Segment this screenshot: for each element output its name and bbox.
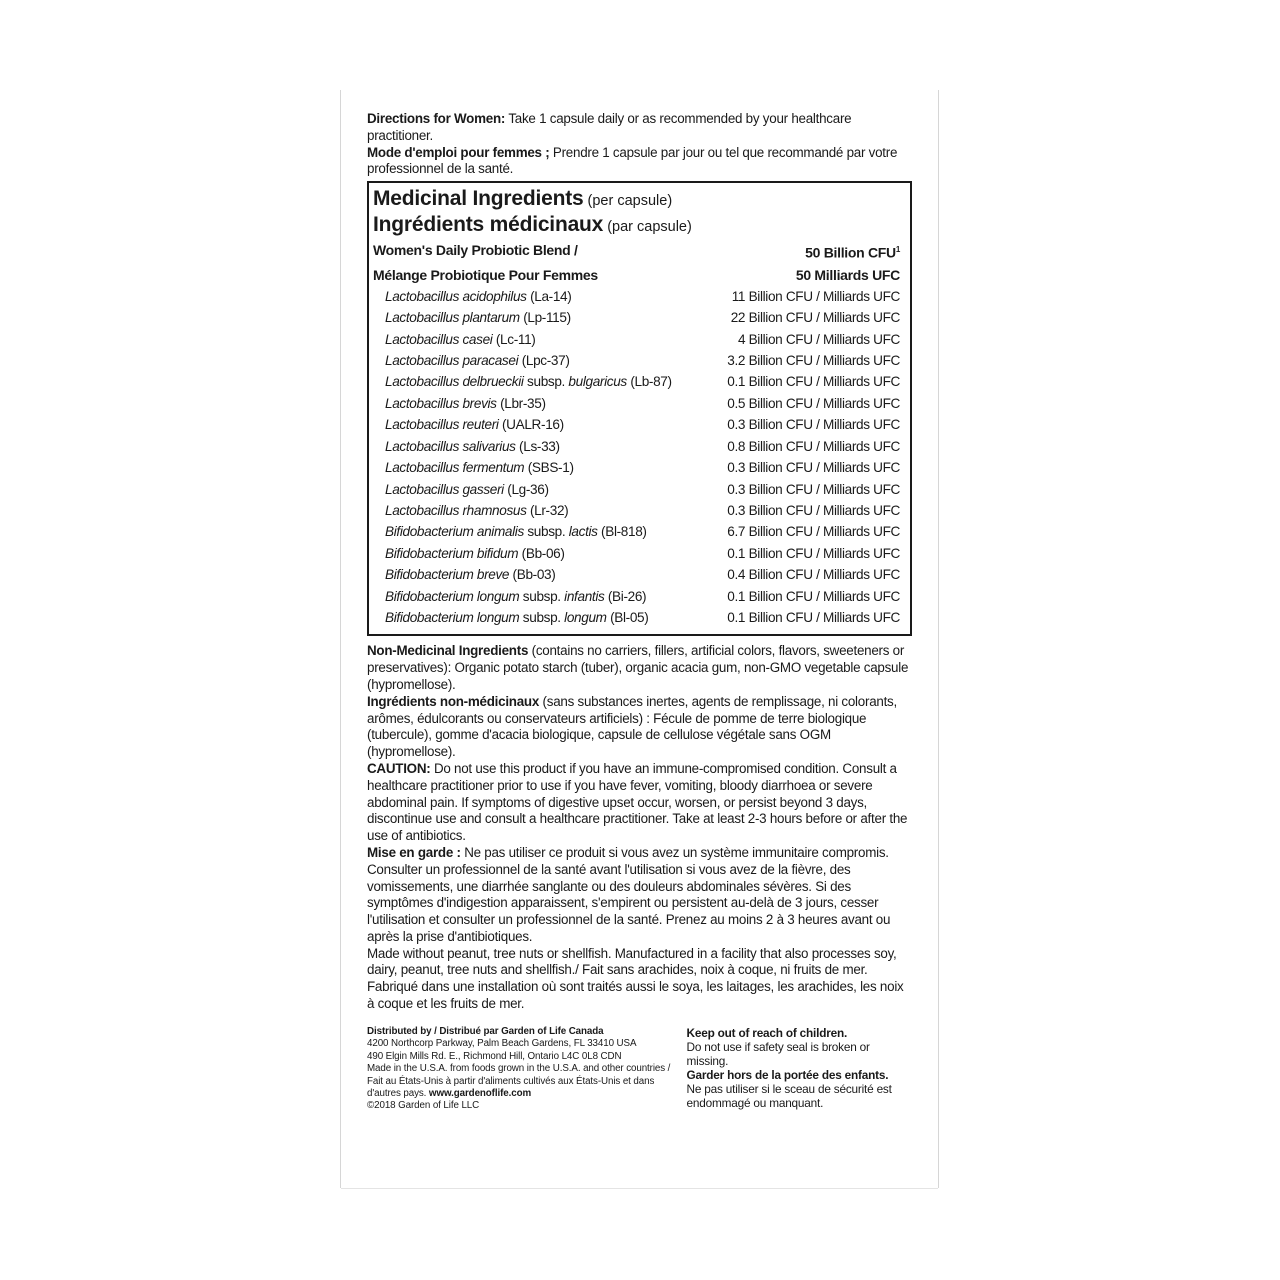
ingredient-strain: (Bl-05) bbox=[606, 609, 649, 625]
ingredient-subsp: subsp. bbox=[523, 374, 569, 390]
ingredient-row bbox=[373, 457, 900, 478]
medicinal-ingredients-box bbox=[367, 181, 912, 636]
ingredient-genus: Lactobacillus acidophilus bbox=[385, 288, 527, 304]
ingredient-list bbox=[373, 286, 900, 629]
seal-fr: Ne pas utiliser si le sceau de sécurité est endommagé ou manquant. bbox=[686, 1081, 892, 1110]
ingredient-strain: (Lg-36) bbox=[503, 481, 549, 497]
ingredient-row bbox=[373, 307, 900, 328]
copyright: ©2018 Garden of Life LLC bbox=[367, 1100, 480, 1112]
ingredient-name bbox=[385, 564, 555, 585]
medicinal-title-en bbox=[373, 187, 900, 213]
ingredient-strain: (Lp-115) bbox=[519, 310, 571, 326]
ingredient-strain: (Lc-11) bbox=[492, 331, 536, 347]
non-medicinal-fr-text: (sans substances inertes, agents de remplissage, ni colorants, arômes, édulcorants ou conservateurs artificiels) : Fécule de pomme de terre biologique (tubercule), gomme d'acacia biologique, capsule de cellulose végétale sans OGM (hypromellose). bbox=[367, 693, 897, 760]
ingredient-name bbox=[385, 286, 571, 307]
caution-fr-text: Ne pas utiliser ce produit si vous avez un système immunitaire compromis. Consulter un professionnel de la santé avant l'utilisation si vous avez de la fièvre, des vomissements, une diarrhée sanglante ou des douleurs abdominales sévères. Si des symptômes d'indigestion apparaissent, s'empirent ou persistent au-delà de 3 jours, cesser l'utilisation et consulter un professionnel de la santé. Prenez au moins 2 à 3 heures avant ou après la prise d'antibiotiques. bbox=[367, 844, 891, 944]
made-in bbox=[367, 1063, 687, 1100]
ingredient-name bbox=[385, 436, 560, 457]
ingredient-amount: 0.4 Billion CFU / Milliards UFC bbox=[727, 567, 900, 583]
ingredient-name bbox=[385, 479, 549, 500]
ingredient-strain: (Lr-32) bbox=[526, 502, 569, 518]
directions-fr-text: Prendre 1 capsule par jour ou tel que recommandé par votre professionnel de la santé. bbox=[367, 144, 898, 177]
ingredient-name bbox=[385, 350, 570, 371]
medicinal-title-fr-text: Ingrédients médicinaux bbox=[373, 213, 604, 237]
blend-row-fr bbox=[373, 264, 900, 286]
ingredient-subspecies: infantis bbox=[564, 588, 605, 604]
ingredient-row bbox=[373, 521, 900, 542]
ingredient-strain: (Ls-33) bbox=[515, 438, 560, 454]
ingredient-amount: 0.1 Billion CFU / Milliards UFC bbox=[727, 374, 900, 390]
ingredient-name bbox=[385, 521, 647, 542]
per-capsule-en: (per capsule) bbox=[583, 193, 673, 210]
ingredient-amount: 22 Billion CFU / Milliards UFC bbox=[730, 310, 900, 326]
ingredient-amount: 0.1 Billion CFU / Milliards UFC bbox=[727, 588, 900, 604]
ingredient-row bbox=[373, 543, 900, 564]
non-medicinal-en-label: Non-Medicinal Ingredients bbox=[367, 643, 529, 659]
ingredient-amount: 0.8 Billion CFU / Milliards UFC bbox=[727, 438, 900, 454]
ingredient-name bbox=[385, 457, 574, 478]
ingredient-strain: (SBS-1) bbox=[524, 460, 574, 476]
distributor-info bbox=[367, 1026, 687, 1113]
caution-fr-label: Mise en garde : bbox=[367, 844, 461, 860]
ingredient-subspecies: bulgaricus bbox=[568, 374, 627, 390]
ingredient-genus: Lactobacillus salivarius bbox=[385, 438, 516, 454]
medicinal-title-fr bbox=[373, 213, 900, 239]
caution-en-text: Do not use this product if you have an immune-compromised condition. Consult a healthcare practitioner prior to use if you have fever, vomiting, bloody diarrhoea or severe abdominal pain. If symptoms of digestive upset occur, worsen, or persist beyond 3 days, discontinue use and consult a healthcare practitioner. Take at least 2-3 hours before or after the use of antibiotics. bbox=[367, 760, 908, 844]
caution-fr bbox=[367, 845, 912, 946]
ingredient-name bbox=[385, 329, 535, 350]
ingredient-genus: Lactobacillus reuteri bbox=[385, 417, 499, 433]
ingredient-strain: (Bl-818) bbox=[597, 524, 647, 540]
non-medicinal-en-text: (contains no carriers, fillers, artificial colors, flavors, sweeteners or preservatives): Organic potato starch (tuber), organic acacia gum, non-GMO vegetable capsule (hypromellose). bbox=[367, 643, 909, 692]
directions-en-text: Take 1 capsule daily or as recommended by your healthcare practitioner. bbox=[367, 111, 852, 143]
ingredient-strain: (Lpc-37) bbox=[518, 353, 570, 369]
non-medicinal-fr-label: Ingrédients non-médicinaux bbox=[367, 693, 540, 709]
blend-name-fr: Mélange Probiotique Pour Femmes bbox=[373, 266, 598, 283]
ingredient-subsp: subsp. bbox=[523, 524, 569, 540]
ingredient-genus: Lactobacillus casei bbox=[385, 331, 493, 347]
blend-value-en: 50 Billion CFU bbox=[805, 244, 896, 261]
ingredient-strain: (Bb-03) bbox=[509, 567, 556, 583]
website-link[interactable]: www.gardenoflife.com bbox=[426, 1087, 532, 1099]
ingredient-genus: Lactobacillus delbrueckii bbox=[385, 374, 524, 390]
ingredient-genus: Bifidobacterium longum bbox=[385, 588, 520, 604]
ingredient-subspecies: longum bbox=[564, 609, 607, 625]
seal-en: Do not use if safety seal is broken or missing. bbox=[686, 1039, 870, 1068]
ingredient-strain: (Bb-06) bbox=[518, 545, 565, 561]
ingredient-amount: 0.1 Billion CFU / Milliards UFC bbox=[727, 609, 900, 625]
caution-en bbox=[367, 761, 912, 845]
ingredient-row bbox=[373, 436, 900, 457]
ingredient-strain: (UALR-16) bbox=[498, 417, 564, 433]
blend-name-en: Women's Daily Probiotic Blend / bbox=[373, 242, 578, 259]
ingredient-amount: 0.3 Billion CFU / Milliards UFC bbox=[727, 481, 900, 497]
ingredient-genus: Bifidobacterium breve bbox=[385, 567, 510, 583]
ingredient-name bbox=[385, 543, 565, 564]
ingredient-strain: (Bi-26) bbox=[604, 588, 647, 604]
ingredient-genus: Bifidobacterium animalis bbox=[385, 524, 524, 540]
ingredient-amount: 0.3 Billion CFU / Milliards UFC bbox=[727, 502, 900, 518]
ingredient-row bbox=[373, 329, 900, 350]
ingredient-row bbox=[373, 393, 900, 414]
non-medicinal-fr bbox=[367, 694, 912, 761]
ingredient-genus: Bifidobacterium longum bbox=[385, 609, 520, 625]
blend-footnote: 1 bbox=[895, 245, 900, 255]
ingredient-amount: 0.3 Billion CFU / Milliards UFC bbox=[727, 417, 900, 433]
ingredient-genus: Bifidobacterium bifidum bbox=[385, 545, 519, 561]
safety-info bbox=[687, 1026, 912, 1113]
distributed-by: Distributed by / Distribué par Garden of Life Canada bbox=[367, 1025, 604, 1037]
ingredient-name bbox=[385, 586, 646, 607]
ingredient-name bbox=[385, 393, 546, 414]
ingredient-name bbox=[385, 607, 648, 628]
ingredient-row bbox=[373, 286, 900, 307]
ingredient-strain: (Lb-87) bbox=[626, 374, 672, 390]
made-in-text: Made in the U.S.A. from foods grown in the U.S.A. and other countries / Fait au États-Unis à partir d'aliments cultivés aux États-Unis et dans d'autres pays. bbox=[367, 1063, 671, 1099]
ingredient-genus: Lactobacillus gasseri bbox=[385, 481, 504, 497]
ingredient-subsp: subsp. bbox=[519, 588, 565, 604]
ingredient-amount: 0.3 Billion CFU / Milliards UFC bbox=[727, 460, 900, 476]
ingredient-amount: 0.5 Billion CFU / Milliards UFC bbox=[727, 395, 900, 411]
label-content bbox=[367, 111, 912, 1113]
address-us: 4200 Northcorp Parkway, Palm Beach Gardens, FL 33410 USA bbox=[367, 1038, 637, 1050]
ingredient-row bbox=[373, 564, 900, 585]
ingredient-amount: 11 Billion CFU / Milliards UFC bbox=[731, 288, 900, 304]
blend-value-en-wrap bbox=[805, 239, 900, 264]
directions-fr bbox=[367, 145, 912, 179]
keep-out-fr: Garder hors de la portée des enfants. bbox=[686, 1067, 889, 1082]
ingredient-amount: 0.1 Billion CFU / Milliards UFC bbox=[727, 545, 900, 561]
medicinal-title-en-text: Medicinal Ingredients bbox=[373, 187, 584, 211]
ingredient-name bbox=[385, 307, 571, 328]
ingredient-name bbox=[385, 500, 568, 521]
additional-info bbox=[367, 643, 912, 1013]
allergen-statement: Made without peanut, tree nuts or shellfish. Manufactured in a facility that also processes soy, dairy, peanut, tree nuts and shellfish./ Fait sans arachides, noix à coque, ni fruits de mer. Fabriqué dans une installation où sont traités aussi le soya, les laitages, les arachides, les noix à coque et les fruits de mer. bbox=[367, 945, 904, 1012]
ingredient-strain: (Lbr-35) bbox=[496, 395, 546, 411]
ingredient-genus: Lactobacillus plantarum bbox=[385, 310, 520, 326]
ingredient-genus: Lactobacillus fermentum bbox=[385, 460, 525, 476]
ingredient-genus: Lactobacillus rhamnosus bbox=[385, 502, 527, 518]
caution-en-label: CAUTION: bbox=[367, 760, 431, 776]
footer bbox=[367, 1026, 912, 1113]
non-medicinal-en bbox=[367, 643, 912, 693]
ingredient-amount: 6.7 Billion CFU / Milliards UFC bbox=[727, 524, 900, 540]
ingredient-genus: Lactobacillus paracasei bbox=[385, 353, 519, 369]
ingredient-amount: 3.2 Billion CFU / Milliards UFC bbox=[727, 353, 900, 369]
ingredient-row bbox=[373, 414, 900, 435]
ingredient-row bbox=[373, 500, 900, 521]
keep-out-en: Keep out of reach of children. bbox=[686, 1025, 848, 1040]
ingredient-strain: (La-14) bbox=[526, 288, 572, 304]
ingredient-row bbox=[373, 586, 900, 607]
ingredient-row bbox=[373, 607, 900, 628]
directions-en bbox=[367, 111, 912, 145]
directions-fr-label: Mode d'emploi pour femmes ; bbox=[367, 144, 550, 160]
ingredient-amount: 4 Billion CFU / Milliards UFC bbox=[737, 331, 900, 347]
ingredient-subspecies: lactis bbox=[568, 524, 598, 540]
ingredient-row bbox=[373, 350, 900, 371]
label-panel bbox=[341, 90, 938, 1188]
ingredient-genus: Lactobacillus brevis bbox=[385, 395, 497, 411]
blend-row-en bbox=[373, 239, 900, 264]
ingredient-row bbox=[373, 479, 900, 500]
directions-en-label: Directions for Women: bbox=[367, 111, 506, 126]
ingredient-subsp: subsp. bbox=[519, 609, 565, 625]
blend-value-fr: 50 Milliards UFC bbox=[795, 266, 900, 283]
per-capsule-fr: (par capsule) bbox=[603, 219, 692, 236]
ingredient-row bbox=[373, 371, 900, 392]
ingredient-name bbox=[385, 371, 672, 392]
ingredient-name bbox=[385, 414, 564, 435]
address-ca: 490 Elgin Mills Rd. E., Richmond Hill, Ontario L4C 0L8 CDN bbox=[367, 1050, 622, 1062]
